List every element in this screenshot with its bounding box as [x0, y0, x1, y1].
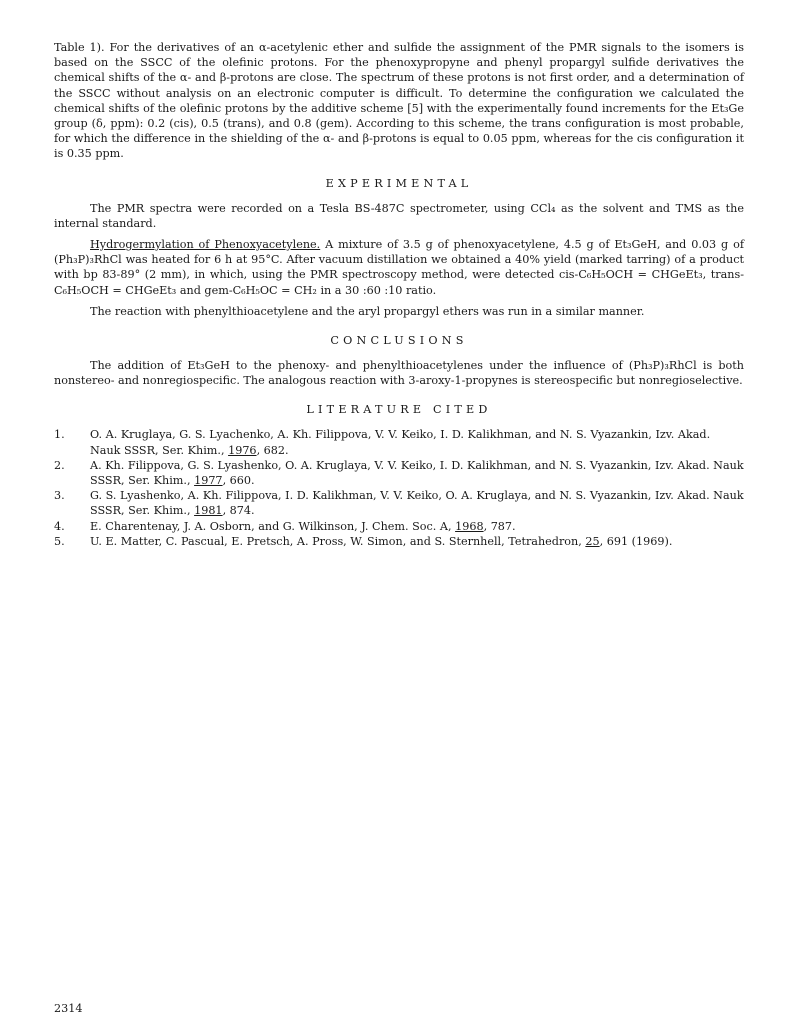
conclusions-paragraph: The addition of Et₃GeH to the phenoxy- and phenylthioacetylenes under the influence of (Ph₃P)₃RhCl is both nonstereo- and nonregiospecific. The analogous reaction with 3-aroxy-1-propynes is stereospecific but nonregioselective.	[54, 359, 744, 388]
procedure-body: A mixture of 3.5 g of phenoxyacetylene, 4.5 g of Et₃GeH, and 0.03 g of (Ph₃P)₃RhCl was heated for 6 h at 95°C. After vacuum distillation we obtained a 40% yield (marked tarring) of a product with bp 83-89° (2 mm), in which, using the PMR spectroscopy method, were detected cis-C₆H₅OCH = CHGeEt₃, trans-C₆H₅OCH = CHGeEt₃ and gem-C₆H₅OC = CH₂ in a 30 :60 :10 ratio.	[54, 238, 744, 297]
reference-number: 4.	[54, 519, 65, 533]
experimental-paragraph-1: The PMR spectra were recorded on a Tesla BS-487C spectrometer, using CCl₄ as the solvent and TMS as the internal standard.	[54, 201, 744, 230]
reference-year: 1981	[194, 504, 223, 518]
reference-year: 1968	[455, 519, 484, 533]
reference-text: G. S. Lyashenko, A. Kh. Filippova, I. D. Kalikhman, V. V. Keiko, O. A. Kruglaya, and N. S. Vyazankin, Izv. Akad. Nauk SSSR, Ser. Khim.,	[90, 489, 744, 518]
conclusions-heading: CONCLUSIONS	[330, 334, 468, 348]
reference-item	[54, 427, 744, 457]
reference-pages: , 691 (1969).	[599, 534, 673, 548]
reference-text: A. Kh. Filippova, G. S. Lyashenko, O. A. Kruglaya, V. V. Keiko, I. D. Kalikhman, and N. S. Vyazankin, Izv. Akad. Nauk SSSR, Ser. Khim.,	[90, 458, 744, 488]
reference-item	[54, 458, 744, 488]
reference-item	[54, 534, 744, 549]
reference-number: 2.	[54, 458, 65, 472]
reference-text: O. A. Kruglaya, G. S. Lyachenko, A. Kh. Filippova, V. V. Keiko, I. D. Kalikhman, and N. S. Vyazankin, Izv. Akad. Nauk SSSR, Ser. Khim.,	[90, 428, 711, 457]
reference-pages: , 874.	[222, 504, 255, 518]
reference-number: 1.	[54, 428, 65, 442]
reference-year: 1977	[194, 474, 223, 488]
reference-item	[54, 488, 744, 518]
reference-number: 5.	[54, 534, 65, 548]
reference-year: 1976	[228, 443, 257, 457]
page-content	[54, 40, 744, 549]
reference-text: U. E. Matter, C. Pascual, E. Pretsch, A. Pross, W. Simon, and S. Sternhell, Tetrahedron,	[90, 534, 586, 548]
experimental-paragraph-3: The reaction with phenylthioacetylene and the aryl propargyl ethers was run in a similar manner.	[90, 304, 645, 318]
reference-pages: , 787.	[483, 519, 516, 533]
reference-pages: , 682.	[256, 443, 289, 457]
experimental-heading: EXPERIMENTAL	[325, 176, 473, 190]
reference-number: 3.	[54, 489, 65, 503]
reference-text: E. Charentenay, J. A. Osborn, and G. Wilkinson, J. Chem. Soc. A,	[90, 519, 456, 533]
intro-paragraph: Table 1). For the derivatives of an α-acetylenic ether and sulfide the assignment of the PMR signals to the isomers is based on the SSCC of the olefinic protons. For the phenoxypropyne and phenyl propargyl sulfide derivatives the chemical shifts of the α- and β-protons are close. The spectrum of these protons is not first order, and a determination of the SSCC without analysis on an electronic computer is difficult. To determine the configuration we calculated the chemical shifts of the olefinic protons by the additive scheme [5] with the experimentally found increments for the Et₃Ge group (δ, ppm): 0.2 (cis), 0.5 (trans), and 0.8 (gem). According to this scheme, the trans configuration is most probable, for which the difference in the shielding of the α- and β-protons is equal to 0.05 ppm, whereas for the cis configuration it is 0.35 ppm.	[54, 41, 744, 161]
page-number: 2314	[54, 1002, 83, 1015]
reference-item	[54, 519, 744, 534]
literature-heading: LITERATURE CITED	[306, 403, 492, 417]
experimental-paragraph-2	[54, 237, 744, 298]
reference-list	[54, 427, 744, 549]
reference-pages: , 660.	[222, 474, 255, 488]
reference-volume: 25	[585, 534, 600, 548]
procedure-title: Hydrogermylation of Phenoxyacetylene.	[90, 238, 321, 252]
